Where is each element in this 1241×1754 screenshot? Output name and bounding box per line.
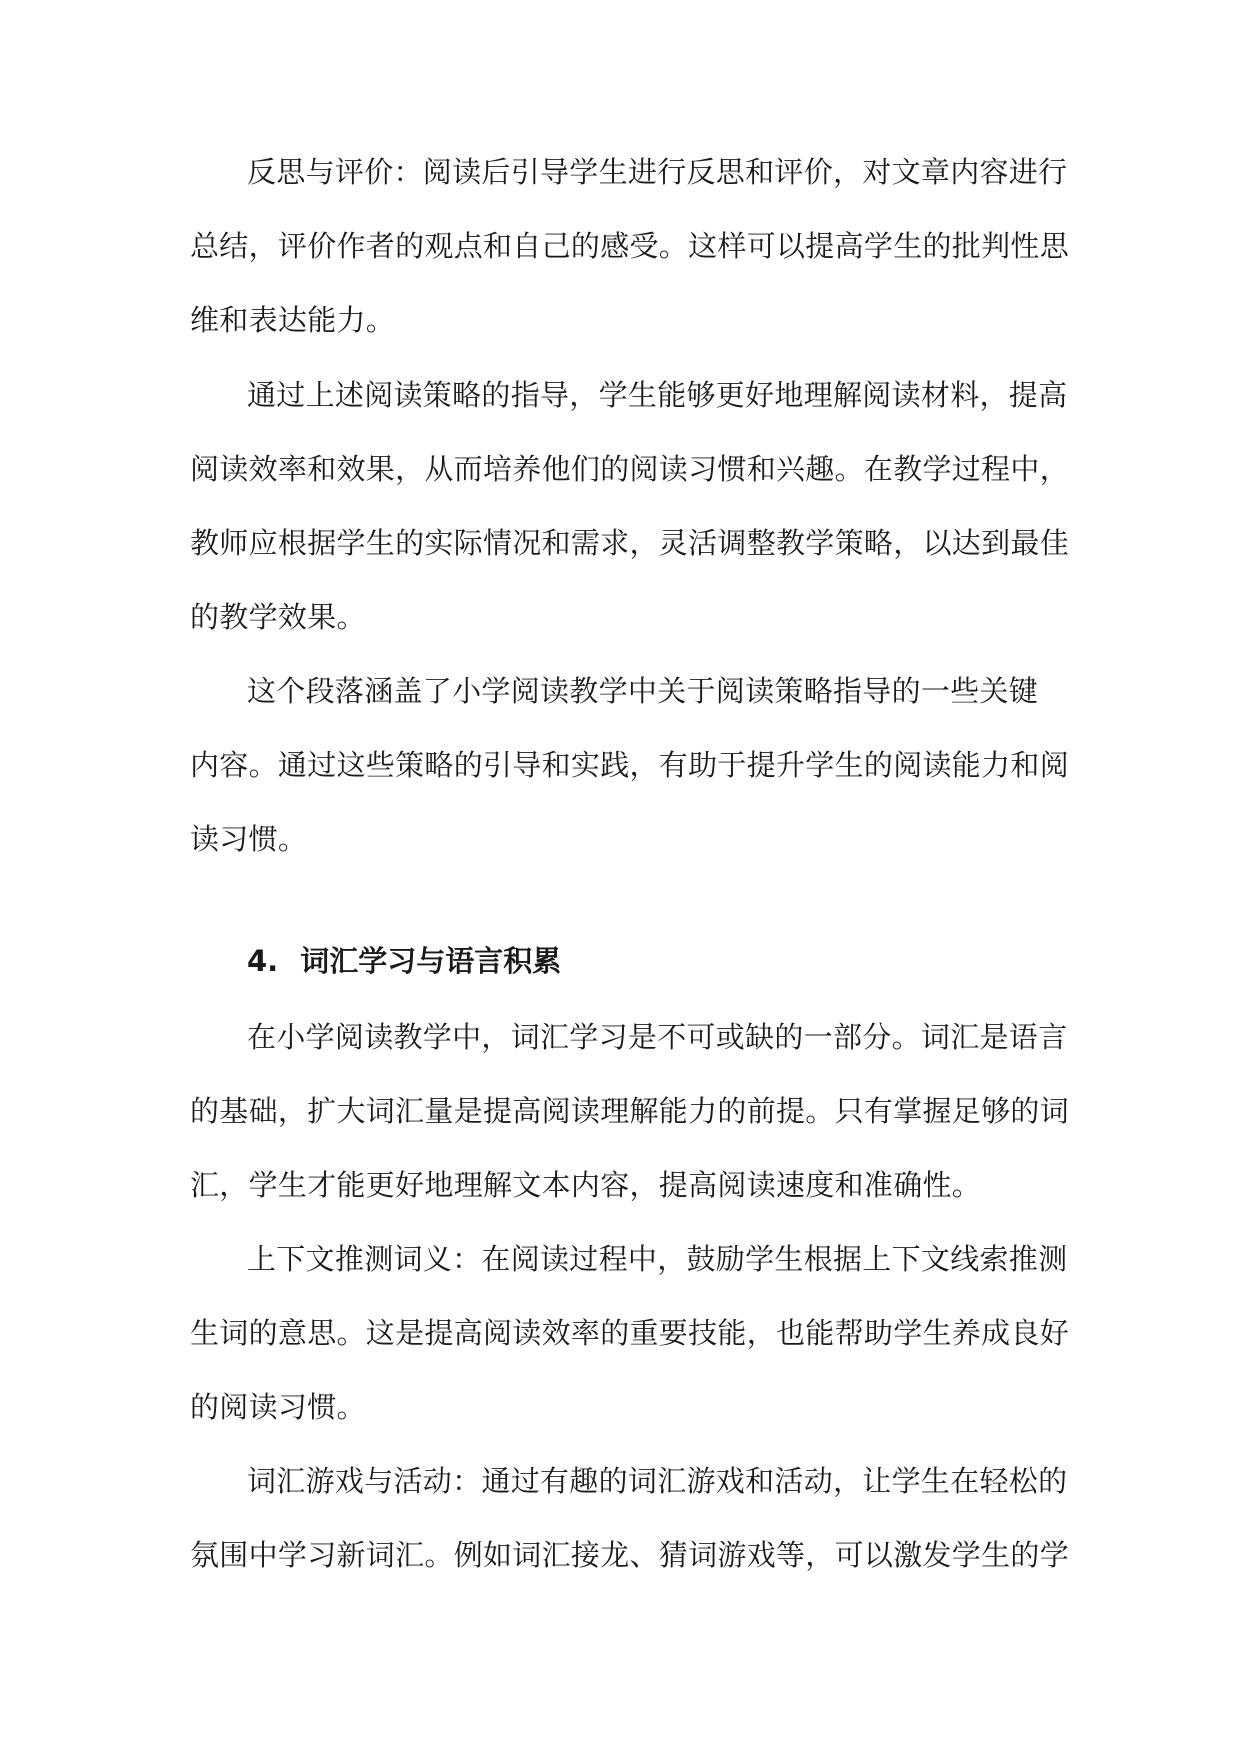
paragraph-line: 教师应根据学生的实际情况和需求，灵活调整教学策略，以达到最佳 (190, 526, 1070, 560)
paragraph-line: 氛围中学习新词汇。例如词汇接龙、猜词游戏等，可以激发学生的学 (190, 1538, 1070, 1572)
paragraph-line: 阅读效率和效果，从而培养他们的阅读习惯和兴趣。在教学过程中， (190, 452, 1070, 486)
paragraph-reflection (190, 135, 1070, 357)
paragraph-line: 上下文推测词义：在阅读过程中，鼓励学生根据上下文线索推测 (247, 1242, 1068, 1276)
section-heading (247, 924, 561, 998)
paragraph-line: 内容。通过这些策略的引导和实践，有助于提升学生的阅读能力和阅 (190, 748, 1070, 782)
paragraph-context-guessing (190, 1222, 1070, 1444)
paragraph-line: 的教学效果。 (190, 600, 366, 634)
paragraph-vocabulary-intro (190, 1000, 1070, 1222)
paragraph-conclusion (190, 654, 1070, 876)
paragraph-line: 汇，学生才能更好地理解文本内容，提高阅读速度和准确性。 (190, 1168, 982, 1202)
paragraph-line: 的基础，扩大词汇量是提高阅读理解能力的前提。只有掌握足够的词 (190, 1094, 1070, 1128)
paragraph-line: 这个段落涵盖了小学阅读教学中关于阅读策略指导的一些关键 (247, 674, 1039, 708)
paragraph-line: 生词的意思。这是提高阅读效率的重要技能，也能帮助学生养成良好 (190, 1316, 1070, 1350)
paragraph-strategy-summary (190, 358, 1070, 654)
paragraph-line: 读习惯。 (190, 822, 308, 856)
section-title: 词汇学习与语言积累 (300, 944, 562, 978)
section-number: 4. (247, 944, 279, 978)
paragraph-line: 通过上述阅读策略的指导，学生能够更好地理解阅读材料，提高 (247, 378, 1068, 412)
paragraph-vocabulary-games (190, 1444, 1070, 1592)
paragraph-line: 维和表达能力。 (190, 303, 396, 337)
paragraph-line: 词汇游戏与活动：通过有趣的词汇游戏和活动，让学生在轻松的 (247, 1464, 1068, 1498)
paragraph-line: 在小学阅读教学中，词汇学习是不可或缺的一部分。词汇是语言 (247, 1020, 1068, 1054)
paragraph-line: 总结，评价作者的观点和自己的感受。这样可以提高学生的批判性思 (190, 229, 1070, 263)
paragraph-line: 的阅读习惯。 (190, 1390, 366, 1424)
paragraph-line: 反思与评价：阅读后引导学生进行反思和评价，对文章内容进行 (247, 155, 1068, 189)
